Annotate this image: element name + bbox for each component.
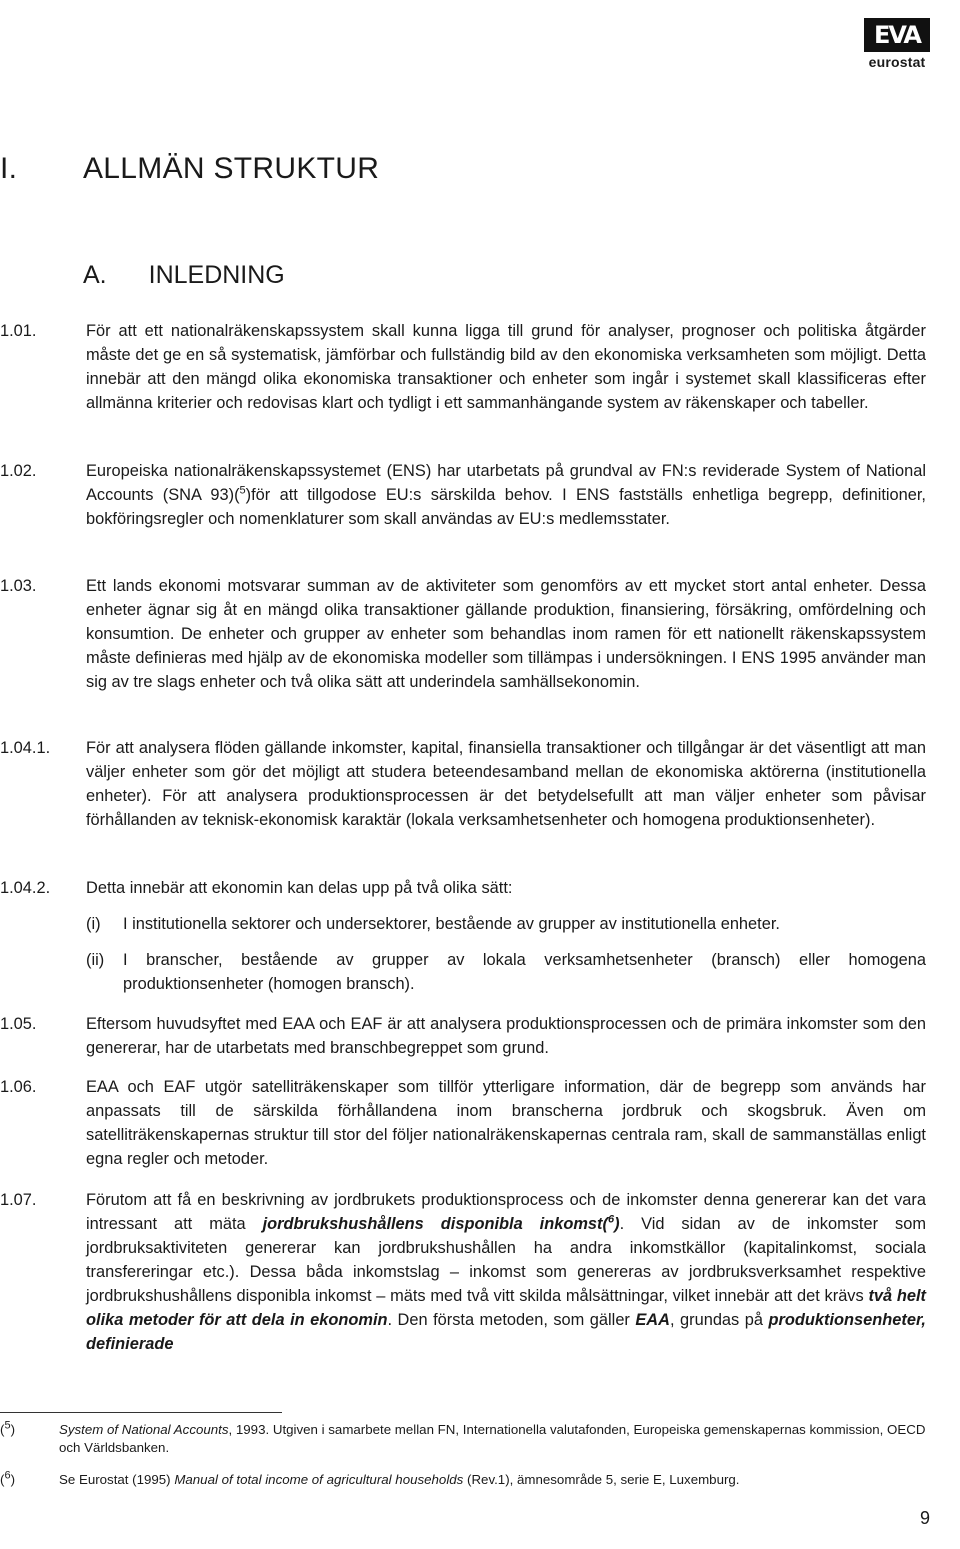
footnote-text xyxy=(59,1471,930,1489)
paragraph-1-07 xyxy=(0,1188,926,1356)
paragraph-text-part: Förutom att få en beskrivning av jordbrukets produktionsprocess och de inkomster denna genererar kan det vara intressant att mäta xyxy=(86,1191,926,1233)
list-item xyxy=(86,948,926,996)
paragraph-text: För att analysera flöden gällande inkomster, kapital, finansiella transaktioner och tillgångar är det väsentligt att man väljer enheter som gör det möjligt att studera beteendesamband mellan de ekonomiska aktörerna (institutionella enheter). För att analysera produktionsprocessen är det betydelsefullt att man väljer enheter som påvisar förhållanden av teknisk-ekonomisk karaktär (lokala verksamhetsenheter och homogena produktionsenheter). xyxy=(86,739,926,829)
list-item-text: I institutionella sektorer och undersektorer, bestående av grupper av institutionella enheter. xyxy=(123,915,780,933)
footnote-text xyxy=(59,1421,930,1457)
paragraph-1-02 xyxy=(0,459,926,531)
paragraph-text xyxy=(86,459,926,531)
footnote-reference: 5 xyxy=(239,484,246,497)
paragraph-text-part: , grundas på xyxy=(669,1311,769,1329)
emphasis-part: jordbrukshushållens disponibla inkomst( xyxy=(262,1215,608,1233)
subsection-heading-number: A. xyxy=(83,261,107,289)
subsection-heading xyxy=(83,261,285,290)
paragraph-1-01 xyxy=(0,319,926,415)
section-heading-number: I. xyxy=(0,152,18,185)
footnote-6 xyxy=(0,1471,930,1489)
paragraph-number: 1.03. xyxy=(0,577,37,595)
footnote-text-part: , 1993. Utgiven i samarbete mellan FN, Internationella valutafonden, Europeiska gemenskapernas kommission, OECD och Världsbanken. xyxy=(59,1422,926,1455)
paragraph-text-part: Europeiska nationalräkenskapssystemet (ENS) har utarbetats på grundval av FN:s reviderade System of National Accounts (SNA 93)( xyxy=(86,462,926,504)
footnote-italic: Manual of total income of agricultural households xyxy=(174,1472,464,1487)
paragraph-number: 1.02. xyxy=(0,462,37,480)
paragraph-text: För att ett nationalräkenskapssystem skall kunna ligga till grund för analyser, prognoser och politiska åtgärder måste det ge en så systematisk, jämförbar och fullständig bild av den ekonomiska verksamheten som möjligt. Detta innebär att den mängd olika ekonomiska transaktioner och enheter som ingår i systemet skall klassificeras efter allmänna kriterier och redovisas klart och tydligt i ett sammanhängande system av räkenskaper och tabeller. xyxy=(86,322,926,412)
paragraph-number: 1.04.1. xyxy=(0,739,51,757)
subsection-heading-title: INLEDNING xyxy=(148,261,285,289)
footnote-divider xyxy=(0,1412,282,1413)
paragraph-text: Eftersom huvudsyftet med EAA och EAF är att analysera produktionsprocessen och de primära inkomster som den genererar, har de utarbetats med branschbegreppet som grund. xyxy=(86,1015,926,1057)
paragraph-text-part: . Den första metoden, som gäller xyxy=(387,1311,636,1329)
paragraph-text: EAA och EAF utgör satelliträkenskaper som tillför ytterligare information, där de begrepp som används har anpassats till de särskilda förhållandena inom branscherna jordbruk och skogsbruk. Även om satelliträkenskapernas struktur till stor del följer nationalräkenskapernas centrala ram, skall de sammanställas enligt egna regler och metoder. xyxy=(86,1078,926,1168)
emphasis-text: produktionsenheter, definierade xyxy=(86,1311,926,1353)
footnote-italic: System of National Accounts xyxy=(59,1422,229,1437)
footnote-text-part: (Rev.1), ämnesområde 5, serie E, Luxemburg. xyxy=(463,1472,740,1487)
paragraph-1-03 xyxy=(0,574,926,694)
paragraph-text-part: )för att tillgodose EU:s särskilda behov. I ENS fastställs enhetliga begrepp, definitioner, bokföringsregler och nomenklaturer som skall användas av EU:s medlemsstater. xyxy=(86,486,926,528)
footnote-number: ($^6$) xyxy=(0,1469,15,1487)
page-number: 9 xyxy=(919,1508,930,1528)
paragraph-1-04-2 xyxy=(0,876,926,900)
paragraph-1-04-1 xyxy=(0,736,926,832)
paragraph-text xyxy=(86,1188,926,1356)
footnote-text-part: Se Eurostat (1995) xyxy=(59,1472,175,1487)
emphasis-text: två helt olika metoder för att dela in ekonomin xyxy=(86,1287,926,1329)
list-item-number: (i) xyxy=(86,915,101,933)
eurostat-logo-mark: EVA xyxy=(864,18,930,52)
paragraph-number: 1.04.2. xyxy=(0,879,51,897)
emphasis-part: ) xyxy=(614,1215,620,1233)
paragraph-text: Detta innebär att ekonomin kan delas upp på två olika sätt: xyxy=(86,879,513,897)
paragraph-1-05 xyxy=(0,1012,926,1060)
eurostat-logo xyxy=(862,18,932,70)
emphasis-text: EAA xyxy=(635,1311,670,1329)
list-item-text: I branscher, bestående av grupper av lokala verksamhetsenheter (bransch) eller homogena produktionsenheter (homogen bransch). xyxy=(123,951,926,993)
list-item xyxy=(86,912,926,936)
paragraph-number: 1.06. xyxy=(0,1078,37,1096)
footnote-reference: 6 xyxy=(607,1213,615,1226)
list-item-number: (ii) xyxy=(86,951,105,969)
paragraph-text: Ett lands ekonomi motsvarar summan av de aktiviteter som genomförs av ett mycket stort antal enheter. Dessa enheter ägnar sig åt en mängd olika transaktioner gällande produktion, finansiering, försäkring, omfördelning och konsumtion. De enheter och grupper av enheter som behandlas inom ramen för ett nationellt räkenskapssystem måste definieras med hjälp av de ekonomiska modeller som tillämpas i undersökningen. I ENS 1995 använder man sig av tre slags enheter och två olika sätt att underindela samhällsekonomin. xyxy=(86,577,926,691)
paragraph-number: 1.07. xyxy=(0,1191,37,1209)
footnote-5 xyxy=(0,1421,930,1457)
emphasis-text xyxy=(263,1215,620,1233)
paragraph-1-06 xyxy=(0,1075,926,1171)
paragraph-number: 1.01. xyxy=(0,322,37,340)
paragraph-number: 1.05. xyxy=(0,1015,37,1033)
paragraph-text-part: . Vid sidan av de inkomster som jordbruksaktiviteten genererar kan jordbrukshushållen ha andra inkomstkällor (kapitalinkomst, sociala transfereringar etc.). Dessa båda inkomstslag – inkomst som genereras av jordbruksverksamhet respektive jordbrukshushållens disponibla inkomst – mäts med två vitt skilda målsättningar, vilket innebär att det krävs xyxy=(86,1215,926,1305)
footnote-number: ($^5$) xyxy=(0,1419,15,1437)
eurostat-logo-text: eurostat xyxy=(868,54,926,70)
section-heading-title: ALLMÄN STRUKTUR xyxy=(83,152,380,185)
